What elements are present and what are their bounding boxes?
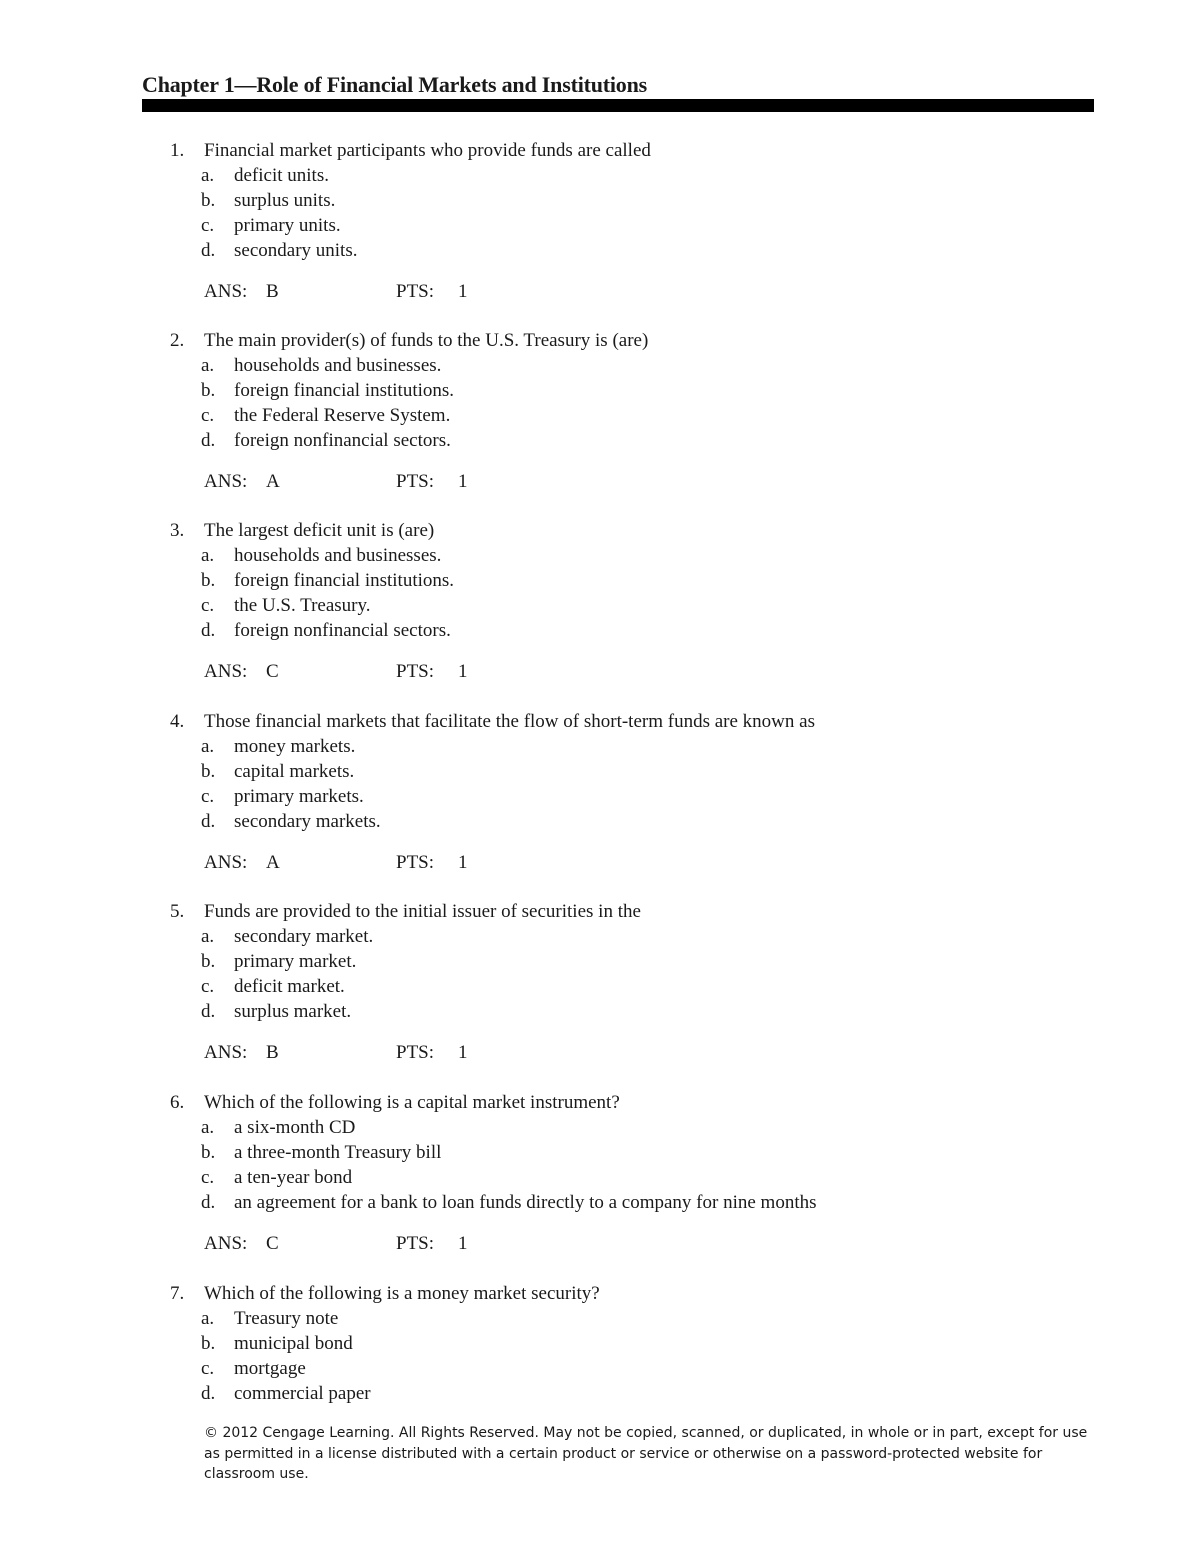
option-text: an agreement for a bank to loan funds directly to a company for nine months bbox=[234, 1192, 817, 1213]
option-text: primary markets. bbox=[234, 786, 364, 807]
option-text: households and businesses. bbox=[234, 355, 442, 376]
answer-label: ANS: bbox=[204, 1233, 248, 1254]
option-text: secondary units. bbox=[234, 240, 358, 261]
option-text: primary market. bbox=[234, 951, 357, 972]
title-rule bbox=[142, 99, 1094, 112]
option-letter: c. bbox=[201, 976, 215, 997]
option-text: foreign nonfinancial sectors. bbox=[234, 620, 451, 641]
question-number: 6. bbox=[170, 1092, 185, 1113]
option-text: secondary markets. bbox=[234, 811, 381, 832]
option-letter: a. bbox=[201, 926, 215, 947]
points-value: 1 bbox=[458, 281, 468, 302]
option-text: the U.S. Treasury. bbox=[234, 595, 371, 616]
option-text: a ten-year bond bbox=[234, 1167, 353, 1188]
option-letter: b. bbox=[201, 570, 216, 591]
question-number: 3. bbox=[170, 520, 185, 541]
option-text: deficit market. bbox=[234, 976, 345, 997]
question-text: Which of the following is a capital market instrument? bbox=[204, 1092, 620, 1113]
option-text: surplus market. bbox=[234, 1001, 352, 1022]
option-letter: d. bbox=[201, 1192, 216, 1213]
option-text: the Federal Reserve System. bbox=[234, 405, 451, 426]
option-text: commercial paper bbox=[234, 1383, 371, 1404]
option-letter: a. bbox=[201, 545, 215, 566]
answer-label: ANS: bbox=[204, 1042, 248, 1063]
option-letter: d. bbox=[201, 811, 216, 832]
option-letter: b. bbox=[201, 1142, 216, 1163]
question-text: Financial market participants who provide funds are called bbox=[204, 140, 651, 161]
option-text: Treasury note bbox=[234, 1308, 339, 1329]
option-letter: c. bbox=[201, 405, 215, 426]
option-letter: b. bbox=[201, 1333, 216, 1354]
points-label: PTS: bbox=[396, 661, 435, 682]
option-text: deficit units. bbox=[234, 165, 329, 186]
option-letter: d. bbox=[201, 1001, 216, 1022]
option-letter: c. bbox=[201, 786, 215, 807]
option-text: mortgage bbox=[234, 1358, 306, 1379]
points-value: 1 bbox=[458, 1042, 468, 1063]
answer-value: C bbox=[266, 661, 279, 682]
option-letter: a. bbox=[201, 736, 215, 757]
option-text: foreign financial institutions. bbox=[234, 570, 455, 591]
points-label: PTS: bbox=[396, 852, 435, 873]
option-letter: d. bbox=[201, 1383, 216, 1404]
answer-label: ANS: bbox=[204, 661, 248, 682]
option-letter: c. bbox=[201, 1358, 215, 1379]
points-label: PTS: bbox=[396, 1042, 435, 1063]
option-letter: a. bbox=[201, 1117, 215, 1138]
option-text: municipal bond bbox=[234, 1333, 353, 1354]
chapter-title: Chapter 1—Role of Financial Markets and Institutions bbox=[142, 72, 647, 97]
question-text: Those financial markets that facilitate the flow of short-term funds are known as bbox=[204, 711, 815, 732]
option-letter: d. bbox=[201, 430, 216, 451]
answer-label: ANS: bbox=[204, 471, 248, 492]
copyright-footer: © 2012 Cengage Learning. All Rights Reserved. May not be copied, scanned, or duplicated, in whole or in part, except for use as permitted in a license distributed with a certain product or service or otherwise on a password-protected website for classroom use. bbox=[204, 1425, 1088, 1482]
question-number: 7. bbox=[170, 1283, 185, 1304]
option-letter: b. bbox=[201, 761, 216, 782]
question-number: 2. bbox=[170, 330, 185, 351]
answer-value: C bbox=[266, 1233, 279, 1254]
option-letter: b. bbox=[201, 380, 216, 401]
points-value: 1 bbox=[458, 852, 468, 873]
option-text: secondary market. bbox=[234, 926, 374, 947]
answer-value: A bbox=[266, 471, 280, 492]
points-label: PTS: bbox=[396, 1233, 435, 1254]
question-number: 4. bbox=[170, 711, 185, 732]
option-letter: c. bbox=[201, 1167, 215, 1188]
option-letter: d. bbox=[201, 620, 216, 641]
question-number: 1. bbox=[170, 140, 185, 161]
option-letter: b. bbox=[201, 190, 216, 211]
points-label: PTS: bbox=[396, 471, 435, 492]
points-label: PTS: bbox=[396, 281, 435, 302]
option-text: capital markets. bbox=[234, 761, 355, 782]
option-letter: c. bbox=[201, 215, 215, 236]
question-number: 5. bbox=[170, 901, 185, 922]
option-text: a six-month CD bbox=[234, 1117, 356, 1138]
option-letter: c. bbox=[201, 595, 215, 616]
option-text: a three-month Treasury bill bbox=[234, 1142, 442, 1163]
answer-label: ANS: bbox=[204, 852, 248, 873]
option-text: surplus units. bbox=[234, 190, 336, 211]
question-text: The main provider(s) of funds to the U.S. Treasury is (are) bbox=[204, 330, 649, 351]
option-letter: b. bbox=[201, 951, 216, 972]
points-value: 1 bbox=[458, 1233, 468, 1254]
answer-value: B bbox=[266, 1042, 279, 1063]
option-text: foreign nonfinancial sectors. bbox=[234, 430, 451, 451]
points-value: 1 bbox=[458, 471, 468, 492]
question-text: Which of the following is a money market security? bbox=[204, 1283, 600, 1304]
answer-value: B bbox=[266, 281, 279, 302]
option-letter: a. bbox=[201, 165, 215, 186]
option-text: households and businesses. bbox=[234, 545, 442, 566]
option-text: money markets. bbox=[234, 736, 356, 757]
option-letter: a. bbox=[201, 1308, 215, 1329]
option-text: primary units. bbox=[234, 215, 341, 236]
option-letter: a. bbox=[201, 355, 215, 376]
answer-label: ANS: bbox=[204, 281, 248, 302]
answer-value: A bbox=[266, 852, 280, 873]
question-text: The largest deficit unit is (are) bbox=[204, 520, 435, 541]
option-letter: d. bbox=[201, 240, 216, 261]
option-text: foreign financial institutions. bbox=[234, 380, 455, 401]
question-text: Funds are provided to the initial issuer of securities in the bbox=[204, 901, 641, 922]
points-value: 1 bbox=[458, 661, 468, 682]
